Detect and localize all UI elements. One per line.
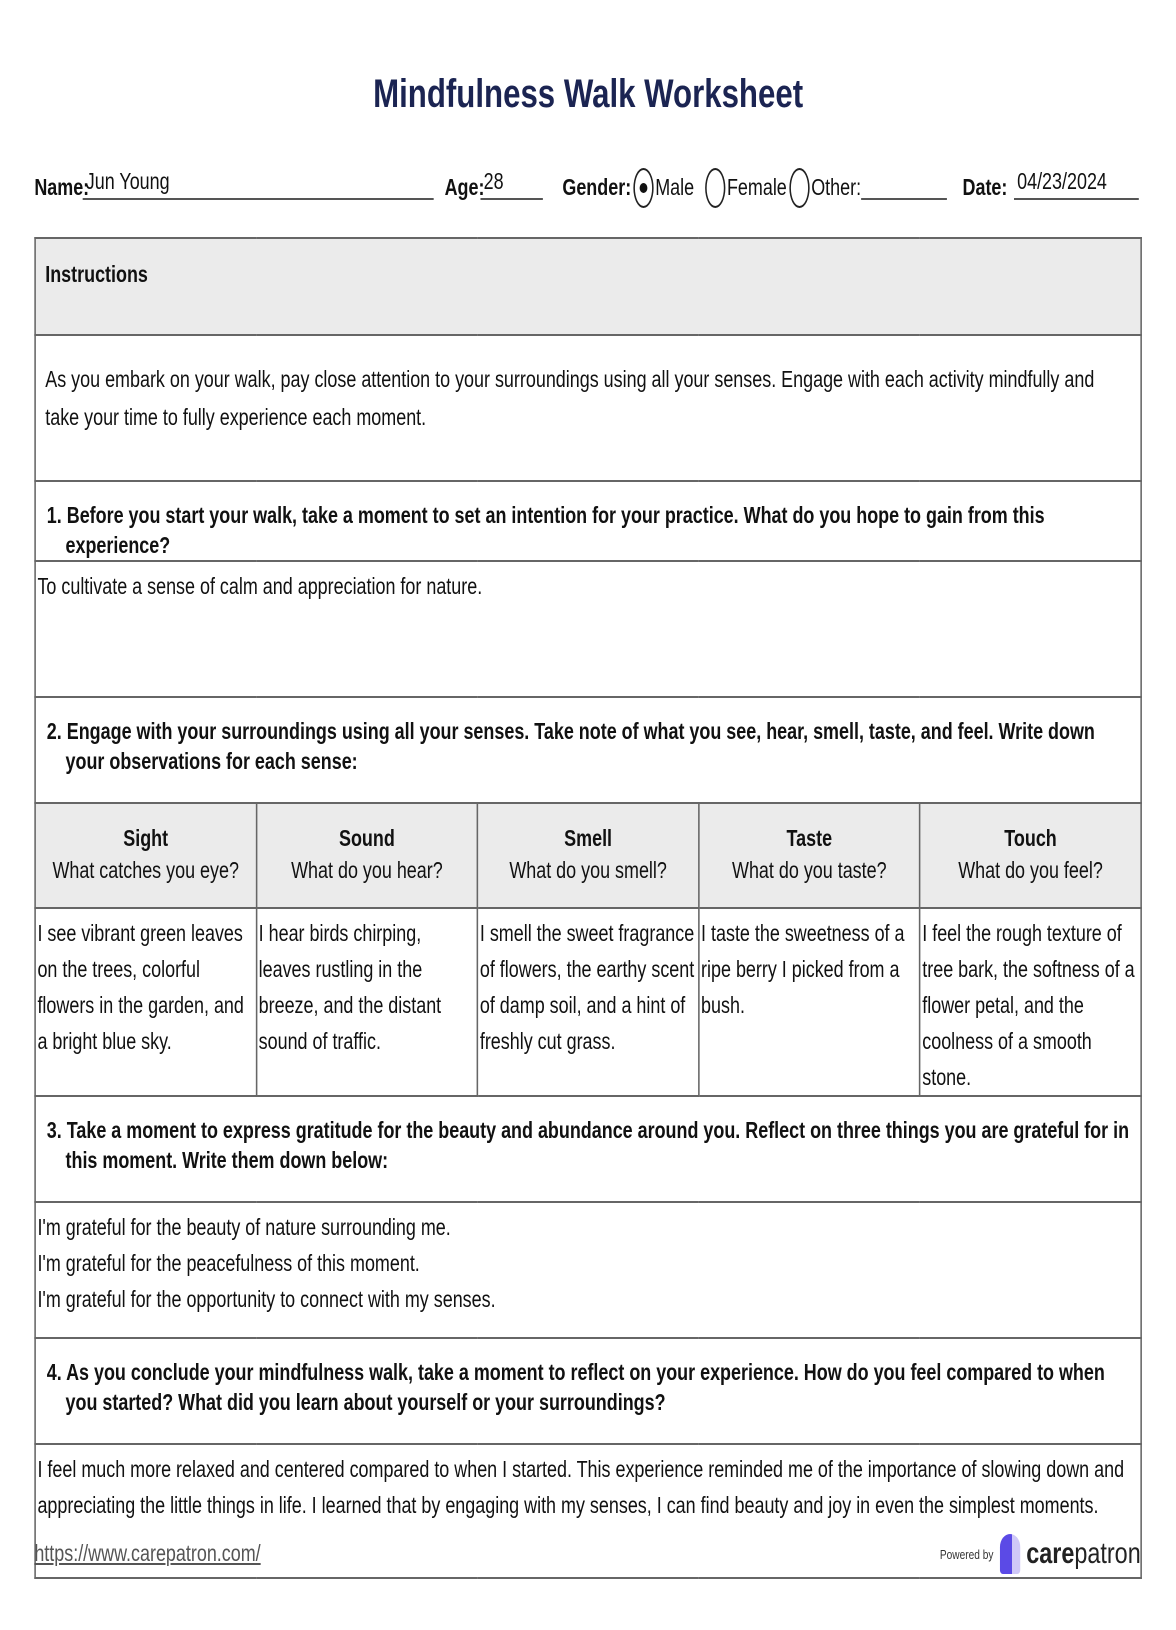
instructions-text: As you embark on your walk, pay close attention to your surroundings using all your senses. Engage with each activity mindfully and take your time to fully experience each moment. xyxy=(35,335,1141,481)
date-label: Date: xyxy=(962,174,1008,200)
gratitude-item: I'm grateful for the peacefulness of this moment. xyxy=(37,1250,420,1276)
sense-header-sight: Sight What catches you eye? xyxy=(35,803,256,908)
question-3: 3. Take a moment to express gratitude for the beauty and abundance around you. Reflect on three things you are grateful for in this moment. Write them down below: xyxy=(35,1096,1141,1202)
sense-header-sound: Sound What do you hear? xyxy=(256,803,477,908)
answer-1[interactable]: To cultivate a sense of calm and appreciation for nature. xyxy=(35,561,1141,697)
question-4: 4. As you conclude your mindfulness walk, take a moment to reflect on your experience. How do you feel compared to when you started? What did you learn about yourself or your surroundings? xyxy=(35,1338,1141,1444)
gender-other-label: Other: xyxy=(811,174,862,200)
worksheet-table xyxy=(34,237,1142,1579)
sense-answer-touch[interactable]: I feel the rough texture of tree bark, the softness of a flower petal, and the coolness of a smooth stone. xyxy=(920,908,1141,1096)
sense-header-smell: Smell What do you smell? xyxy=(478,803,699,908)
gender-male-radio[interactable] xyxy=(633,168,653,208)
gender-female-radio[interactable] xyxy=(705,168,725,208)
sense-answer-smell[interactable]: I smell the sweet fragrance of flowers, the earthy scent of damp soil, and a hint of freshly cut grass. xyxy=(478,908,699,1096)
page-title: Mindfulness Walk Worksheet xyxy=(373,72,804,116)
sense-answer-taste[interactable]: I taste the sweetness of a ripe berry I picked from a bush. xyxy=(699,908,920,1096)
sense-answer-sight[interactable]: I see vibrant green leaves on the trees, colorful flowers in the garden, and a bright blue sky. xyxy=(35,908,256,1096)
question-1: 1. Before you start your walk, take a moment to set an intention for your practice. What do you hope to gain from this experience? xyxy=(35,481,1141,561)
age-label: Age: xyxy=(444,174,485,200)
sense-answer-sound[interactable]: I hear birds chirping, leaves rustling in the breeze, and the distant sound of traffic. xyxy=(256,908,477,1096)
gratitude-item: I'm grateful for the beauty of nature surrounding me. xyxy=(37,1214,451,1240)
date-field[interactable]: 04/23/2024 xyxy=(1014,168,1139,200)
question-2: 2. Engage with your surroundings using all your senses. Take note of what you see, hear, smell, taste, and feel. Write down your observations for each sense: xyxy=(35,697,1141,803)
gratitude-item: I'm grateful for the opportunity to connect with my senses. xyxy=(37,1286,496,1312)
gender-male-label: Male xyxy=(655,174,695,200)
gender-label: Gender: xyxy=(562,174,632,200)
brand-care: care xyxy=(1026,1537,1075,1570)
sense-header-taste: Taste What do you taste? xyxy=(699,803,920,908)
sense-header-touch: Touch What do you feel? xyxy=(920,803,1141,908)
patient-info-row xyxy=(34,168,1142,204)
carepatron-logo-icon xyxy=(1000,1534,1020,1574)
answer-4[interactable]: I feel much more relaxed and centered compared to when I started. This experience reminded me of the importance of slowing down and appreciating the little things in life. I learned that by engaging with my senses, I can find beauty and joy in even the simplest moments. xyxy=(35,1444,1141,1578)
name-label: Name: xyxy=(34,174,90,200)
instructions-heading: Instructions xyxy=(35,238,1141,335)
carepatron-logo xyxy=(940,1532,1141,1576)
answer-3[interactable] xyxy=(35,1202,1141,1338)
gender-female-label: Female xyxy=(726,174,787,200)
age-field[interactable]: 28 xyxy=(480,168,542,200)
gender-other-radio[interactable] xyxy=(789,168,809,208)
footer-link[interactable]: https://www.carepatron.com/ xyxy=(34,1540,261,1566)
powered-by-text: Powered by xyxy=(939,1546,994,1562)
brand-patron: patron xyxy=(1074,1537,1141,1570)
name-field[interactable]: Jun Young xyxy=(83,168,434,200)
gender-other-field[interactable] xyxy=(861,168,947,200)
